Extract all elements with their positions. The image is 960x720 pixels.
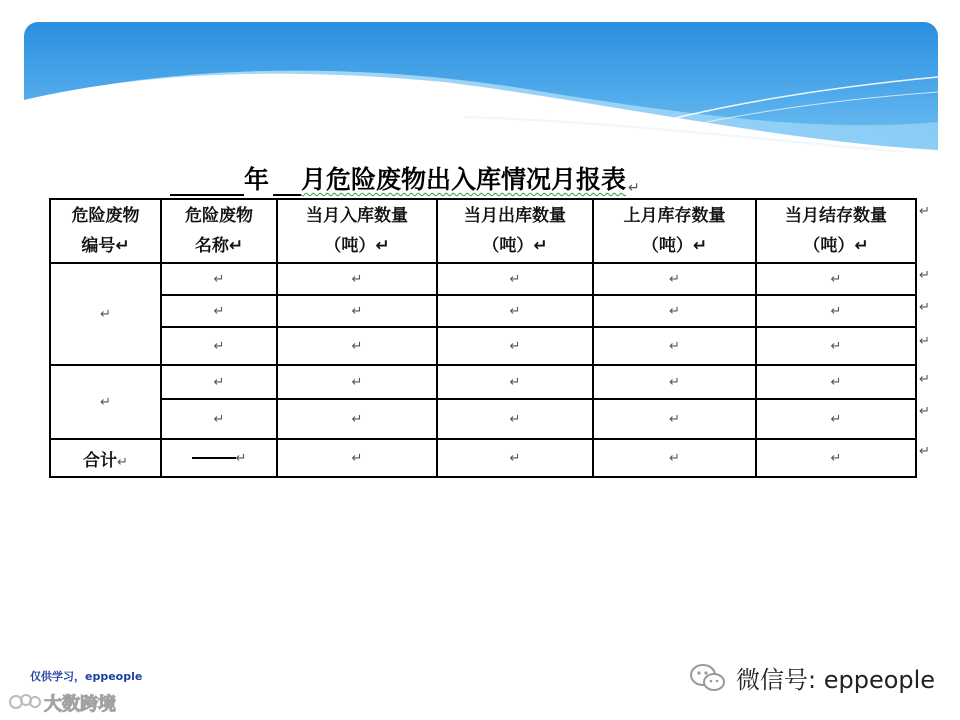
table-row — [50, 295, 916, 327]
row-end-mark: ↵ — [919, 444, 930, 459]
prev-cell[interactable]: ↵ — [593, 365, 756, 399]
in-cell[interactable]: ↵ — [277, 263, 437, 295]
table-row — [50, 327, 916, 365]
footer-note: 仅供学习，eppeople — [30, 670, 143, 683]
wechat-id — [688, 660, 935, 695]
out-cell[interactable]: ↵ — [437, 295, 593, 327]
out-cell[interactable]: ↵ — [437, 399, 593, 439]
month-blank[interactable] — [273, 166, 301, 196]
header-code: 危险废物 编号↵ — [50, 199, 161, 263]
name-cell[interactable]: ↵ — [161, 263, 277, 295]
banner-graphic — [24, 22, 938, 152]
title-year-label: 年 — [244, 165, 270, 194]
name-cell[interactable]: ↵ — [161, 365, 277, 399]
name-cell[interactable]: ↵ — [161, 295, 277, 327]
out-cell[interactable]: ↵ — [437, 365, 593, 399]
header-row — [50, 199, 916, 263]
total-row — [50, 439, 916, 477]
table-row — [50, 365, 916, 399]
header-name: 危险废物 名称↵ — [161, 199, 277, 263]
balance-cell[interactable]: ↵ — [756, 327, 916, 365]
row-end-mark: ↵ — [919, 204, 930, 219]
name-cell[interactable]: ↵ — [161, 327, 277, 365]
in-cell[interactable]: ↵ — [277, 365, 437, 399]
header-balance: 当月结存数量 （吨）↵ — [756, 199, 916, 263]
total-in-cell[interactable]: ↵ — [277, 439, 437, 477]
prev-cell[interactable]: ↵ — [593, 399, 756, 439]
total-name-cell: ↵ — [161, 439, 277, 477]
total-out-cell[interactable]: ↵ — [437, 439, 593, 477]
report-table — [49, 198, 917, 478]
report-title — [170, 162, 640, 196]
code-cell[interactable]: ↵ — [50, 365, 161, 439]
prev-cell[interactable]: ↵ — [593, 327, 756, 365]
wechat-label: 微信号: eppeople — [736, 666, 936, 694]
header-prev-stock: 上月库存数量 （吨）↵ — [593, 199, 756, 263]
header-banner — [24, 22, 938, 152]
header-out: 当月出库数量 （吨）↵ — [437, 199, 593, 263]
table-row — [50, 399, 916, 439]
logo-ring-icon — [8, 692, 42, 712]
in-cell[interactable]: ↵ — [277, 399, 437, 439]
year-blank[interactable] — [170, 166, 244, 196]
balance-cell[interactable]: ↵ — [756, 263, 916, 295]
total-prev-cell[interactable]: ↵ — [593, 439, 756, 477]
out-cell[interactable]: ↵ — [437, 263, 593, 295]
out-cell[interactable]: ↵ — [437, 327, 593, 365]
total-balance-cell[interactable]: ↵ — [756, 439, 916, 477]
return-mark: ↵ — [628, 180, 640, 196]
row-end-mark: ↵ — [919, 268, 930, 283]
row-end-mark: ↵ — [919, 372, 930, 387]
prev-cell[interactable]: ↵ — [593, 295, 756, 327]
row-end-mark: ↵ — [919, 334, 930, 349]
balance-cell[interactable]: ↵ — [756, 295, 916, 327]
total-label: 合计↵ — [50, 439, 161, 477]
header-in: 当月入库数量 （吨）↵ — [277, 199, 437, 263]
row-end-mark: ↵ — [919, 300, 930, 315]
name-cell[interactable]: ↵ — [161, 399, 277, 439]
balance-cell[interactable]: ↵ — [756, 399, 916, 439]
row-end-mark: ↵ — [919, 404, 930, 419]
table-row — [50, 263, 916, 295]
in-cell[interactable]: ↵ — [277, 295, 437, 327]
in-cell[interactable]: ↵ — [277, 327, 437, 365]
watermark-logo-text: 大数跨境 — [44, 694, 116, 715]
wechat-icon — [688, 662, 728, 694]
title-text: 月危险废物出入库情况月报表 — [301, 165, 627, 194]
prev-cell[interactable]: ↵ — [593, 263, 756, 295]
balance-cell[interactable]: ↵ — [756, 365, 916, 399]
code-cell[interactable]: ↵ — [50, 263, 161, 365]
